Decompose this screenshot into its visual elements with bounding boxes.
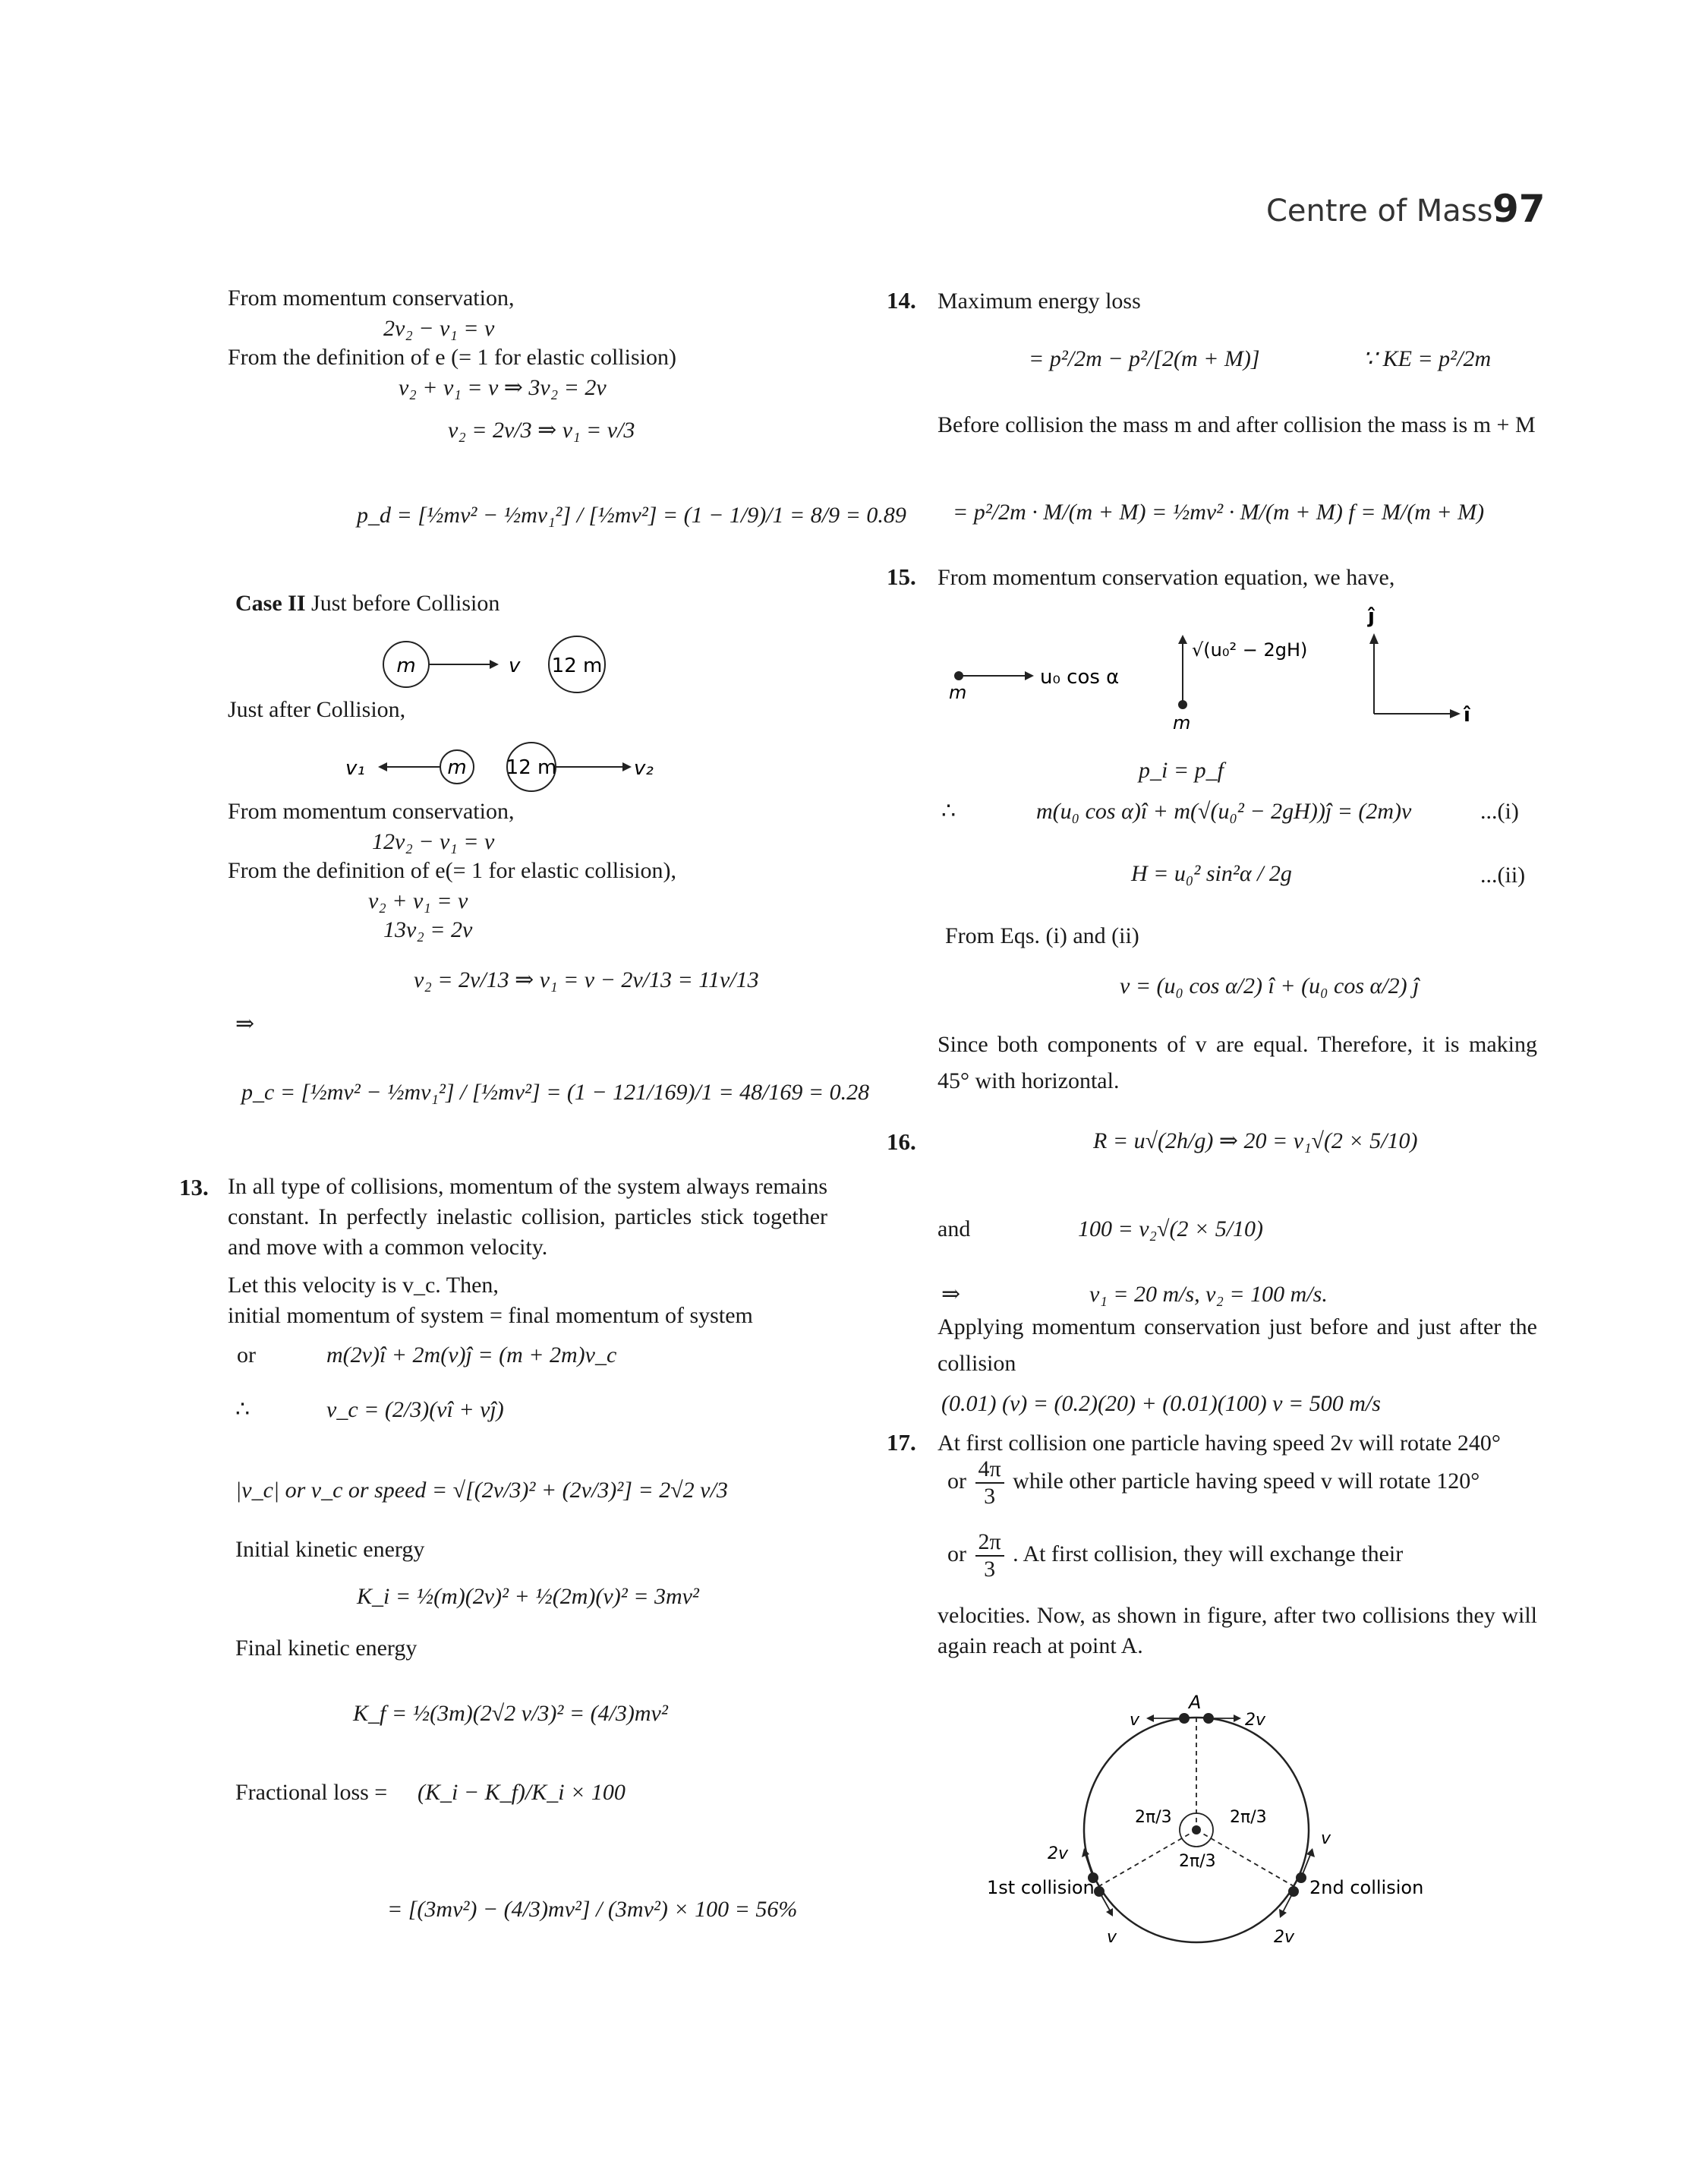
text-line: From momentum conservation, <box>228 799 515 824</box>
angle-label: 2π/3 <box>1230 1808 1267 1827</box>
text-line <box>947 1456 1480 1509</box>
angle-label: 2π/3 <box>1179 1852 1216 1871</box>
equation: (K_i − K_f)/K_i × 100 <box>418 1780 626 1805</box>
label-v: v <box>1130 1711 1140 1730</box>
equation: 100 = v₂√(2 × 5/10) <box>1078 1216 1264 1241</box>
case-text: Just before Collision <box>305 591 500 616</box>
label-v2: v₂ <box>634 757 654 780</box>
equation: v₂ + v₁ = v <box>368 888 468 913</box>
label-m: m <box>949 682 967 703</box>
question-number: 14. <box>887 287 916 314</box>
text-line: From Eqs. (i) and (ii) <box>945 923 1139 948</box>
figure-circular-collisions <box>964 1692 1435 1965</box>
label-m: m <box>1173 712 1191 733</box>
text-line: From the definition of e (= 1 for elastic collision) <box>228 345 676 370</box>
or-word: or <box>947 1541 966 1566</box>
numerator: 4π <box>975 1456 1004 1484</box>
equation: 2v₂ − v₁ = v <box>383 316 495 341</box>
equation: v₁ = 20 m/s, v₂ = 100 m/s. <box>1089 1282 1328 1307</box>
equation: K_i = ½(m)(2v)² + ½(2m)(v)² = 3mv² <box>357 1584 699 1609</box>
label-i-hat: î <box>1464 704 1470 727</box>
equation: v₂ = 2v/3 ⇒ v₁ = v/3 <box>448 418 635 443</box>
label-2v: 2v <box>1048 1844 1069 1863</box>
label-2v: 2v <box>1274 1928 1295 1947</box>
label-u0cos: u₀ cos α <box>1040 666 1120 689</box>
text-line: From the definition of e(= 1 for elastic collision), <box>228 858 676 883</box>
fraction <box>975 1529 1004 1582</box>
question-number: 13. <box>179 1174 209 1200</box>
running-header-title: Centre of Mass <box>1266 194 1493 229</box>
text-line: Final kinetic energy <box>235 1636 418 1661</box>
text-line: initial momentum of system = final momentum of system <box>228 1303 753 1328</box>
equation: (0.01) (v) = (0.2)(20) + (0.01)(100) v = 500 m/s <box>941 1391 1381 1416</box>
denominator: 3 <box>984 1484 996 1509</box>
equation: v₂ + v₁ = v ⇒ 3v₂ = 2v <box>399 375 607 400</box>
equation: p_i = p_f <box>1139 758 1224 783</box>
equation: p_d = [½mv² − ½mv₁²] / [½mv²] = (1 − 1/9)/1 = 8/9 = 0.89 <box>357 503 906 528</box>
equation: R = u√(2h/g) ⇒ 20 = v₁√(2 × 5/10) <box>1093 1128 1418 1153</box>
figure-after-collision <box>342 737 691 797</box>
paragraph: Before collision the mass m and after collision the mass is m + M <box>938 412 1536 437</box>
equation: |v_c| or v_c or speed = √[(2v/3)² + (2v/3)²] = 2√2 v/3 <box>235 1478 728 1503</box>
label-2nd-collision: 2nd collision <box>1309 1877 1424 1898</box>
label-sqrt: √(u₀² − 2gH) <box>1192 639 1308 661</box>
equation: 12v₂ − v₁ = v <box>372 829 495 854</box>
label-v: v <box>509 655 521 677</box>
label-12m: 12 m <box>506 756 557 779</box>
case-heading <box>235 589 499 618</box>
text-line: From momentum conservation equation, we have, <box>938 565 1395 590</box>
figure-before-collision <box>380 630 698 699</box>
implies-symbol: ⇒ <box>941 1282 961 1307</box>
equation: v₂ = 2v/13 ⇒ v₁ = v − 2v/13 = 11v/13 <box>414 967 759 992</box>
paragraph: Applying momentum conservation just before and just after the collision <box>938 1314 1537 1376</box>
label-m: m <box>396 655 416 677</box>
label-12m: 12 m <box>551 655 603 677</box>
paragraph: In all type of collisions, momentum of the system always remains constant. In perfectly inelastic collision, particles stick together and move with a common velocity. <box>228 1174 827 1260</box>
numerator: 2π <box>975 1529 1004 1557</box>
label-j-hat: ĵ <box>1368 605 1375 628</box>
equation: = [(3mv²) − (4/3)mv²] / (3mv²) × 100 = 56% <box>387 1897 798 1922</box>
equation: H = u₀² sin²α / 2g <box>1131 861 1292 886</box>
text-line: Just after Collision, <box>228 697 406 722</box>
text-line: Let this velocity is v_c. Then, <box>228 1273 499 1298</box>
paragraph: velocities. Now, as shown in figure, after two collisions they will again reach at point A. <box>938 1603 1537 1658</box>
therefore-symbol: ∴ <box>941 799 956 824</box>
equation: K_f = ½(3m)(2√2 v/3)² = (4/3)mv² <box>353 1701 668 1726</box>
equation: p_c = [½mv² − ½mv₁²] / [½mv²] = (1 − 121/169)/1 = 48/169 = 0.28 <box>241 1080 870 1105</box>
equation: m(2v)î + 2m(v)ĵ = (m + 2m)v_c <box>326 1342 617 1368</box>
question-number: 15. <box>887 563 916 590</box>
label-v1: v₁ <box>345 757 365 780</box>
equation: 13v₂ = 2v <box>383 917 473 942</box>
equation: ∵ KE = p²/2m <box>1363 346 1492 371</box>
text-line: At first collision one particle having speed 2v will rotate 240° <box>938 1431 1501 1456</box>
text-line: Fractional loss = <box>235 1780 388 1805</box>
equation: = p²/2m − p²/[2(m + M)] <box>1029 346 1260 371</box>
equation: m(u₀ cos α)î + m(√(u₀² − 2gH))ĵ = (2m)v <box>1036 799 1412 824</box>
case-label: Case II <box>235 591 306 616</box>
text-line: From momentum conservation, <box>228 285 515 311</box>
paragraph: Since both components of v are equal. Therefore, it is making 45° with horizontal. <box>938 1032 1537 1093</box>
equation: v = (u₀ cos α/2) î + (u₀ cos α/2) ĵ <box>1120 973 1420 998</box>
text-continuation: while other particle having speed v will rotate 120° <box>1013 1468 1480 1494</box>
equation-tag: ...(i) <box>1480 799 1519 824</box>
equation-tag: ...(ii) <box>1480 863 1526 888</box>
label-m: m <box>447 756 467 779</box>
or-word: or <box>947 1468 966 1494</box>
text-line: Initial kinetic energy <box>235 1537 425 1562</box>
therefore-symbol: ∴ <box>235 1397 251 1422</box>
page-number: 97 <box>1492 187 1546 231</box>
implies-symbol: ⇒ <box>235 1011 255 1036</box>
text-line <box>947 1529 1403 1582</box>
text-continuation: . At first collision, they will exchange their <box>1013 1541 1404 1566</box>
fraction <box>975 1456 1004 1509</box>
equation: = p²/2m · M/(m + M) = ½mv² · M/(m + M) f = M/(m + M) <box>953 500 1485 525</box>
label-v: v <box>1321 1829 1331 1848</box>
denominator: 3 <box>984 1557 996 1582</box>
label-v: v <box>1107 1928 1117 1947</box>
label-A: A <box>1189 1692 1202 1713</box>
text-line: Maximum energy loss <box>938 289 1141 314</box>
label-1st-collision: 1st collision <box>987 1877 1095 1898</box>
text-line: and <box>938 1216 971 1241</box>
figure-momentum-components <box>934 600 1602 737</box>
label-2v: 2v <box>1245 1711 1266 1730</box>
text-line: or <box>237 1342 256 1368</box>
angle-label: 2π/3 <box>1135 1808 1172 1827</box>
equation: v_c = (2/3)(vî + vĵ) <box>326 1397 504 1422</box>
question-number: 16. <box>887 1128 916 1155</box>
question-number: 17. <box>887 1429 916 1456</box>
